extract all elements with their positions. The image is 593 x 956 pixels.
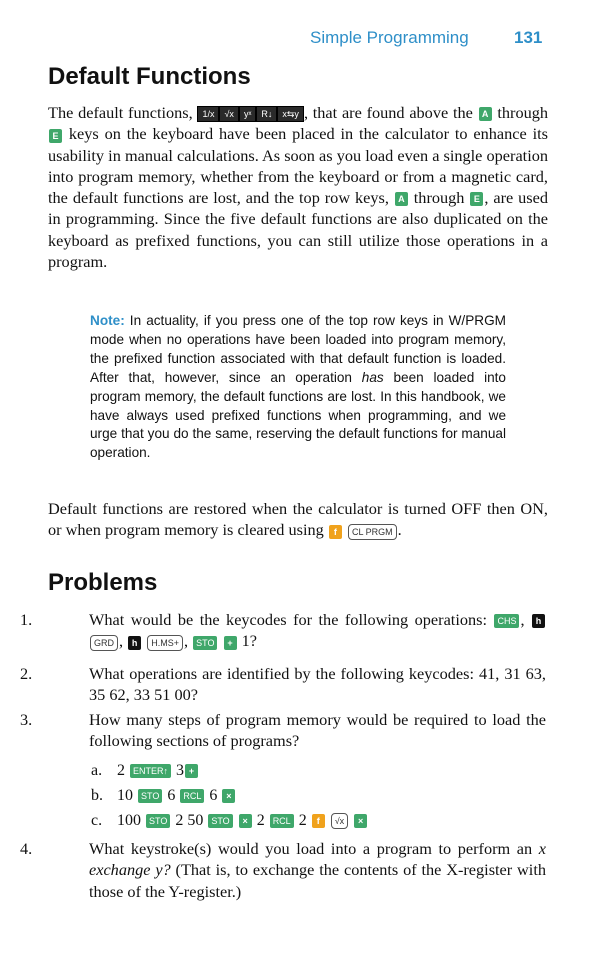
- heading-problems: Problems: [48, 569, 158, 596]
- problem-3c: c. 100 STO 2 50 STO × 2 RCL 2 f √x ×: [91, 810, 368, 831]
- paragraph-default-functions: The default functions, 1/x √x yˣ R↓ x⇆y , that are found above the A through E keys on the keyboard have been placed in the calculator to enhance its usability in manual calculations. As soon as you load even a single operation into program memory, whether from the keyboard or from a magnetic card, the default functions are lost, and the top row keys, A through E , are used in programming. Since the five default functions are also duplicated on the keyboard as prefixed functions, you can still utilize those operations in a program.: [48, 103, 549, 272]
- key-sto: STO: [193, 636, 217, 650]
- paragraph-default-restore: Default functions are restored when the calculator is turned OFF then ON, or when program memory is cleared using f CL PRGM .: [48, 499, 548, 540]
- key-x-exchange-y: x⇆y: [277, 106, 304, 122]
- page-number: 131: [514, 28, 543, 47]
- key-enter: ENTER↑: [130, 764, 171, 778]
- problem-3b: b. 10 STO 6 RCL 6 ×: [91, 785, 236, 806]
- key-plus: +: [185, 764, 198, 778]
- key-roll-down: R↓: [256, 106, 277, 122]
- key-sto: STO: [146, 814, 170, 828]
- key-power: yˣ: [239, 106, 256, 122]
- key-multiply: ×: [222, 789, 235, 803]
- key-h: h: [128, 636, 141, 650]
- key-chs: CHS: [494, 614, 519, 628]
- key-plus: +: [224, 636, 237, 650]
- key-cl-prgm: CL PRGM: [348, 524, 397, 540]
- problem-3a: a. 2 ENTER↑ 3 +: [91, 760, 199, 781]
- key-reciprocal: 1/x: [197, 106, 219, 122]
- key-sto: STO: [208, 814, 232, 828]
- key-grd: GRD: [90, 635, 118, 651]
- key-f: f: [312, 814, 325, 828]
- key-multiply: ×: [239, 814, 252, 828]
- heading-default-functions: Default Functions: [48, 63, 251, 90]
- page-header: [0, 28, 593, 52]
- key-hms-plus: H.MS+: [147, 635, 183, 651]
- key-a: A: [479, 107, 492, 121]
- key-rcl: RCL: [270, 814, 294, 828]
- key-multiply: ×: [354, 814, 367, 828]
- note-box: Note: In actuality, if you press one of the top row keys in W/PRGM mode when no operations have been loaded into program memory, the prefixed function associated with that default function is loaded. After that, however, since an operation has been loaded into program memory, the default functions are lost. In this handbook, we have always used prefixed functions when programming, and we urge that you do the same, reserving the default functions for manual operation.: [90, 313, 506, 461]
- key-f: f: [329, 525, 342, 539]
- note-label: Note:: [90, 313, 125, 328]
- key-e: E: [49, 129, 62, 143]
- key-sqrt: √x: [331, 813, 348, 829]
- section-title: Simple Programming: [310, 28, 469, 47]
- key-e: E: [470, 192, 483, 206]
- key-sqrt: √x: [219, 106, 238, 122]
- key-rcl: RCL: [180, 789, 204, 803]
- key-a: A: [395, 192, 408, 206]
- key-sto: STO: [138, 789, 162, 803]
- key-h: h: [532, 614, 545, 628]
